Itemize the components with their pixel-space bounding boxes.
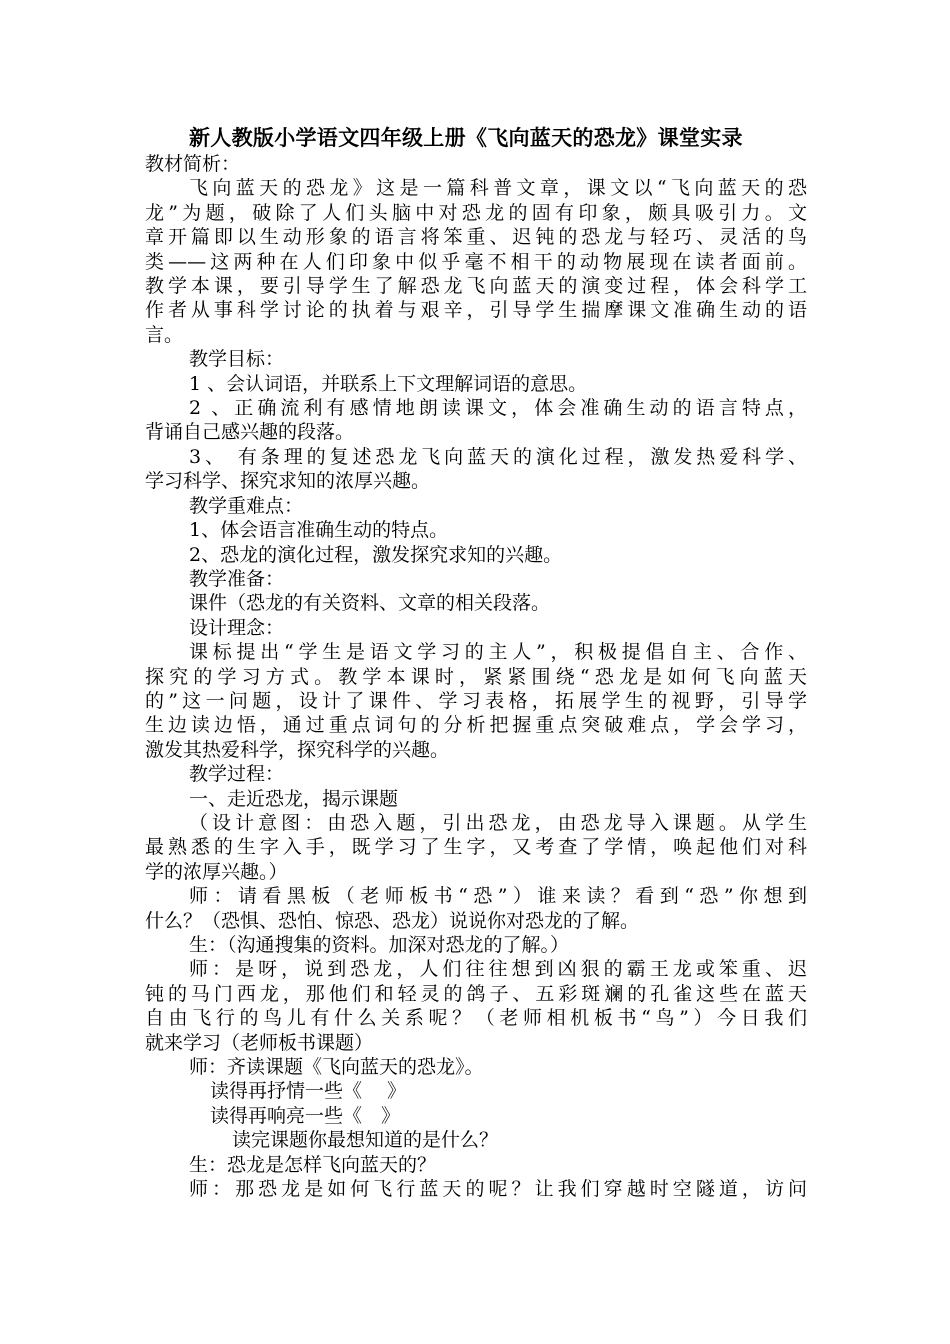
- text-line: 2、恐龙的演化过程，激发探究求知的兴趣。: [189, 543, 563, 566]
- text-line: 钝的马门西龙，那他们和轻灵的鸽子、五彩斑斓的孔雀这些在蓝天: [145, 982, 807, 1005]
- text-line: 教材简析：: [145, 153, 241, 175]
- text-line: 一、走近恐龙，揭示课题: [189, 787, 399, 810]
- text-line: 生边读边悟，通过重点词句的分析把握重点突破难点，学会学习，: [145, 714, 807, 737]
- text-line: 生：（沟通搜集的资料。加深对恐龙的了解。）: [189, 934, 570, 956]
- text-line: 师：是呀，说到恐龙，人们往往想到凶狠的霸王龙或笨重、迟: [189, 958, 807, 981]
- text-line: 生：恐龙是怎样飞向蓝天的？: [189, 1153, 437, 1176]
- text-line: 言。: [145, 323, 184, 346]
- text-line: 教学目标：: [189, 348, 285, 371]
- document-title: 新人教版小学语文四年级上册《飞向蓝天的恐龙》课堂实录: [189, 126, 743, 150]
- text-line: 章开篇即以生动形象的语言将笨重、迟钝的恐龙与轻巧、灵活的鸟: [145, 226, 807, 249]
- text-line: 教学准备：: [189, 567, 285, 590]
- text-line: 读完课题你最想知道的是什么？: [232, 1129, 499, 1152]
- text-line: 探究的学习方式。教学本课时，紧紧围绕“恐龙是如何飞向蓝天: [145, 665, 807, 688]
- text-line: 师：请看黑板（老师板书“恐”）谁来读？看到“恐”你想到: [189, 885, 807, 908]
- text-line: 什么？（恐惧、恐怕、惊恐、恐龙）说说你对恐龙的了解。: [145, 909, 640, 932]
- text-line: 读得再响亮一些《 》: [210, 1104, 401, 1127]
- text-line: 自由飞行的鸟儿有什么关系呢？（老师相机板书“鸟”）今日我们: [145, 1007, 807, 1030]
- text-line: 课件（恐龙的有关资料、文章的相关段落。: [189, 592, 551, 615]
- text-line: 学的浓厚兴趣。）: [145, 860, 288, 883]
- text-line: 教学重难点：: [189, 494, 304, 517]
- text-line: （设计意图：由恐入题，引出恐龙，由恐龙导入课题。从学生: [189, 811, 807, 834]
- text-line: 读得再抒情一些《 》: [210, 1080, 407, 1103]
- text-line: 教学过程：: [189, 763, 285, 786]
- text-line: 飞向蓝天的恐龙》这是一篇科普文章，课文以“飞向蓝天的恐: [189, 177, 807, 200]
- text-line: 作者从事科学讨论的执着与艰辛，引导学生揣摩课文准确生动的语: [145, 299, 807, 322]
- text-line: 师：齐读课题《飞向蓝天的恐龙》。: [189, 1056, 484, 1079]
- text-line: 教学本课，要引导学生了解恐龙飞向蓝天的演变过程，体会科学工: [145, 275, 807, 298]
- document-body: [145, 152, 807, 1201]
- text-line: 激发其热爱科学，探究科学的兴趣。: [145, 738, 450, 761]
- text-line: 设计理念：: [189, 616, 285, 639]
- text-line: 最熟悉的生字入手，既学习了生字，又考查了学情，唤起他们对科: [145, 836, 807, 859]
- text-line: 师：那恐龙是如何飞行蓝天的呢？让我们穿越时空隧道，访问: [189, 1178, 807, 1201]
- text-line: 就来学习（老师板书课题）: [145, 1031, 374, 1054]
- text-line: 2 、正确流利有感情地朗读课文，体会准确生动的语言特点，: [189, 397, 807, 420]
- text-line: 1、体会语言准确生动的特点。: [189, 519, 449, 542]
- text-line: 学习科学、探究求知的浓厚兴趣。: [145, 470, 431, 493]
- text-line: 1 、会认词语，并联系上下文理解词语的意思。: [189, 372, 588, 395]
- text-line: 的”这一问题，设计了课件、学习表格，拓展学生的视野，引导学: [145, 689, 807, 712]
- text-line: 龙”为题，破除了人们头脑中对恐龙的固有印象，颇具吸引力。文: [145, 201, 807, 224]
- text-line: 背诵自己感兴趣的段落。: [145, 421, 355, 444]
- text-line: 课标提出“学生是语文学习的主人”，积极提倡自主、合作、: [189, 641, 807, 664]
- text-line: 类——这两种在人们印象中似乎毫不相干的动物展现在读者面前。: [145, 250, 807, 273]
- text-line: 3、 有条理的复述恐龙飞向蓝天的演化过程，激发热爱科学、: [189, 445, 807, 468]
- document-page: [145, 124, 807, 1201]
